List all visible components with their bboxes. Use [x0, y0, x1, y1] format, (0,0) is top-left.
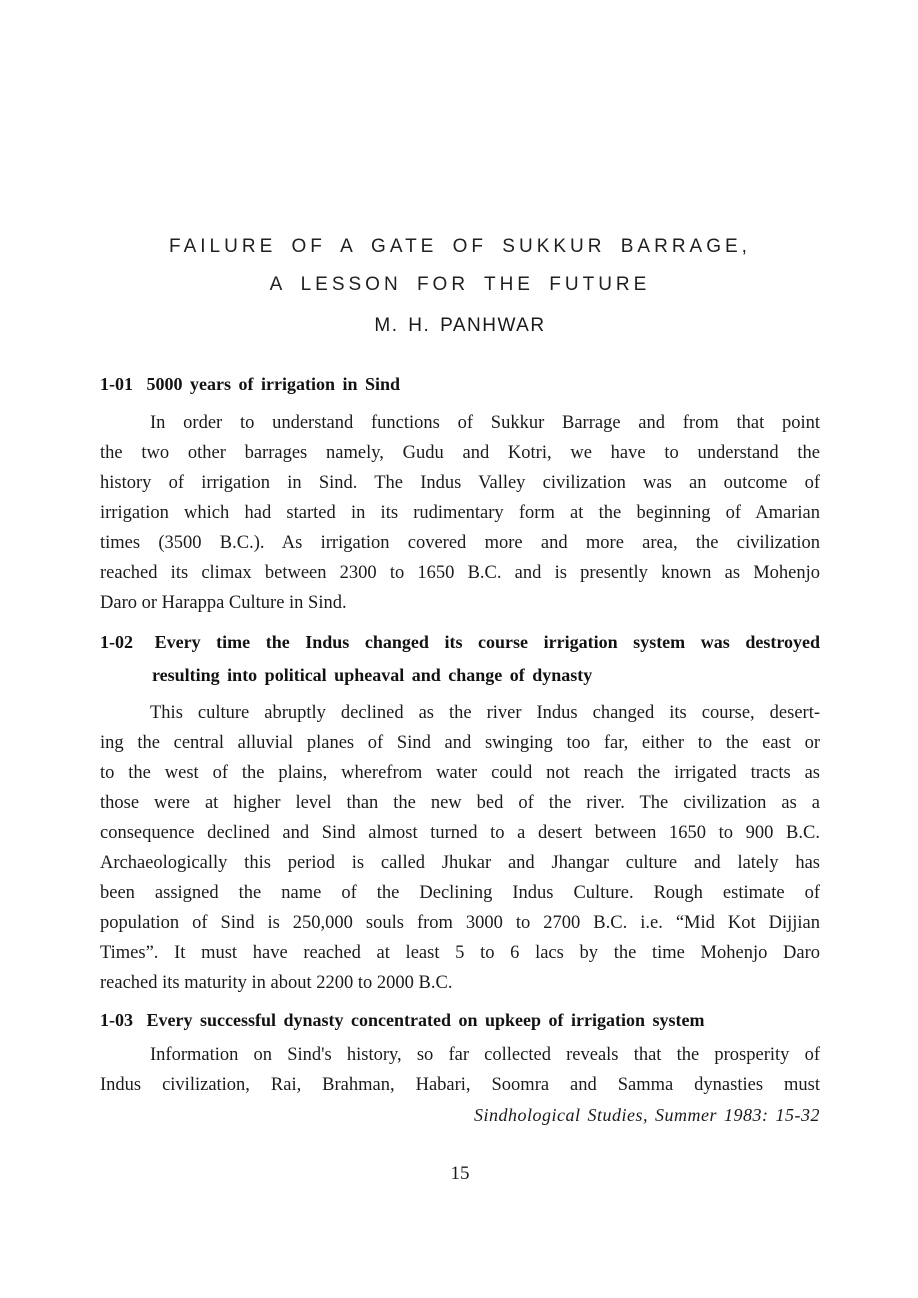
section-1-03: [100, 1006, 820, 1100]
section-heading-1-01: [100, 370, 820, 398]
document-title: [100, 228, 820, 304]
text-line: been assigned the name of the Declining Indus Culture. Rough estimate of: [100, 883, 820, 903]
journal-citation: Sindhological Studies, Summer 1983: 15-32: [474, 1105, 820, 1125]
text-line: Daro or Harappa Culture in Sind.: [100, 593, 347, 613]
paragraph: [100, 408, 820, 618]
text-line: This culture abruptly declined as the river Indus changed its course, desert-: [150, 703, 820, 723]
text-line: Times”. It must have reached at least 5 to 6 lacs by the time Mohenjo Daro: [100, 943, 820, 963]
section-heading-line-2: resulting into political upheaval and change of dynasty: [152, 665, 593, 685]
text-line: In order to understand functions of Sukkur Barrage and from that point: [150, 413, 820, 433]
text-line: Archaeologically this period is called Jhukar and Jhangar culture and lately has: [100, 853, 820, 873]
paragraph: [100, 698, 820, 998]
text-line: Indus civilization, Rai, Brahman, Habari, Soomra and Samma dynasties must: [100, 1075, 820, 1095]
author-name: M. H. PANHWAR: [374, 315, 546, 336]
section-heading-1-03: [100, 1006, 820, 1034]
section-1-02: [100, 626, 820, 998]
text-line: the two other barrages namely, Gudu and Kotri, we have to understand the: [100, 443, 820, 463]
document-title-line-2: A LESSON FOR THE FUTURE: [269, 274, 651, 295]
text-line: reached its climax between 2300 to 1650 B.C. and is presently known as Mohenjo: [100, 563, 820, 583]
section-number: 1-02: [100, 632, 133, 652]
section-heading-line-1: [100, 626, 820, 659]
text-block: [100, 0, 820, 1188]
text-line: to the west of the plains, wherefrom water could not reach the irrigated tracts as: [100, 763, 820, 783]
paragraph: [100, 1040, 820, 1100]
text-line: ing the central alluvial planes of Sind and swinging too far, either to the east or: [100, 733, 820, 753]
text-line: those were at higher level than the new bed of the river. The civilization as a: [100, 793, 820, 813]
section-heading-text: Every time the Indus changed its course irrigation system was destroyed: [154, 632, 820, 652]
section-number: 1-03: [100, 1010, 133, 1030]
text-line: reached its maturity in about 2200 to 2000 B.C.: [100, 973, 453, 993]
text-line: population of Sind is 250,000 souls from 3000 to 2700 B.C. i.e. “Mid Kot Dijjian: [100, 913, 820, 933]
document-title-line-1: FAILURE OF A GATE OF SUKKUR BARRAGE,: [169, 236, 751, 257]
text-line: irrigation which had started in its rudimentary form at the beginning of Amarian: [100, 503, 820, 523]
section-number: 1-01: [100, 374, 133, 394]
text-line: Information on Sind's history, so far collected reveals that the prosperity of: [150, 1045, 820, 1065]
section-heading-text: 5000 years of irrigation in Sind: [146, 374, 401, 394]
text-line: consequence declined and Sind almost turned to a desert between 1650 to 900 B.C.: [100, 823, 820, 843]
section-heading-1-02: [100, 626, 820, 692]
text-line: times (3500 B.C.). As irrigation covered more and more area, the civilization: [100, 533, 820, 553]
section-1-01: [100, 370, 820, 618]
section-heading-text: Every successful dynasty concentrated on upkeep of irrigation system: [146, 1010, 705, 1030]
text-line: history of irrigation in Sind. The Indus Valley civilization was an outcome of: [100, 473, 820, 493]
page-number: 15: [450, 1163, 470, 1184]
